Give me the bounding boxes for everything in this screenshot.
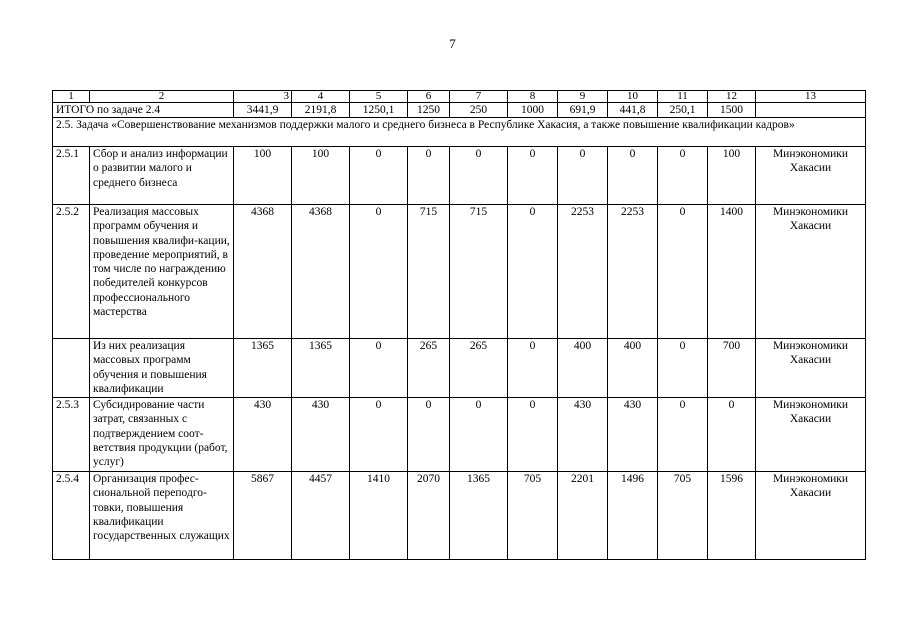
itogo-value: 691,9 [558,103,608,118]
budget-table [52,90,866,560]
row-value: 430 [234,398,292,472]
itogo-value: 1500 [708,103,756,118]
section-row [53,118,866,147]
table-row [53,205,866,339]
table-row [53,147,866,205]
itogo-value: 250 [450,103,508,118]
table-row [53,339,866,398]
column-number: 12 [708,91,756,103]
row-value: 0 [508,339,558,398]
row-value: 1496 [608,472,658,560]
row-value: 265 [408,339,450,398]
row-value: 0 [350,339,408,398]
row-value: 0 [708,398,756,472]
column-number: 10 [608,91,658,103]
column-number: 5 [350,91,408,103]
itogo-value: 250,1 [658,103,708,118]
section-title: 2.5. Задача «Совершенствование механизмов поддержки малого и среднего бизнеса в Республике Хакасия, а также повышение квалификации кадров» [53,118,866,147]
row-value: 1596 [708,472,756,560]
row-code: 2.5.4 [53,472,90,560]
row-value: 0 [508,205,558,339]
row-value: 430 [558,398,608,472]
row-value: 2201 [558,472,608,560]
itogo-org [756,103,866,118]
row-org: Минэкономики Хакасии [756,398,866,472]
row-value: 0 [508,398,558,472]
itogo-label: ИТОГО по задаче 2.4 [53,103,234,118]
page-number: 7 [449,36,456,51]
row-value: 400 [608,339,658,398]
column-number: 6 [408,91,450,103]
row-value: 430 [292,398,350,472]
column-number: 2 [90,91,234,103]
row-code: 2.5.1 [53,147,90,205]
column-number: 1 [53,91,90,103]
column-number: 13 [756,91,866,103]
row-value: 0 [408,398,450,472]
row-value: 0 [558,147,608,205]
row-name: Субсидирование части затрат, связанных с подтверждением соот-ветствия продукции (работ, услуг) [90,398,234,472]
table-row [53,472,866,560]
row-value: 2070 [408,472,450,560]
row-value: 0 [658,339,708,398]
column-number: 8 [508,91,558,103]
row-value: 700 [708,339,756,398]
row-value: 4368 [292,205,350,339]
row-value: 1365 [450,472,508,560]
itogo-value: 3441,9 [234,103,292,118]
row-value: 0 [408,147,450,205]
row-value: 100 [708,147,756,205]
row-value: 430 [608,398,658,472]
row-value: 4368 [234,205,292,339]
row-value: 400 [558,339,608,398]
row-value: 0 [658,205,708,339]
itogo-value: 441,8 [608,103,658,118]
row-org: Минэкономики Хакасии [756,205,866,339]
row-code: 2.5.3 [53,398,90,472]
row-value: 2253 [608,205,658,339]
row-value: 2253 [558,205,608,339]
column-number: 3 [234,91,292,103]
itogo-value: 2191,8 [292,103,350,118]
row-value: 0 [658,398,708,472]
row-value: 100 [234,147,292,205]
row-org: Минэкономики Хакасии [756,147,866,205]
itogo-row [53,103,866,118]
row-value: 0 [450,147,508,205]
column-number: 9 [558,91,608,103]
row-value: 0 [350,205,408,339]
row-org: Минэкономики Хакасии [756,472,866,560]
itogo-value: 1000 [508,103,558,118]
row-value: 0 [350,147,408,205]
row-value: 1365 [234,339,292,398]
row-value: 705 [508,472,558,560]
table-row [53,398,866,472]
column-number-row [53,91,866,103]
row-name: Реализация массовых программ обучения и повышения квалифи-кации, проведение мероприятий, в том числе по награждению победителей конкурсов профессионального мастерства [90,205,234,339]
row-value: 1365 [292,339,350,398]
row-value: 265 [450,339,508,398]
row-org: Минэкономики Хакасии [756,339,866,398]
row-name: Сбор и анализ информации о развитии малого и среднего бизнеса [90,147,234,205]
row-value: 5867 [234,472,292,560]
column-number: 4 [292,91,350,103]
row-value: 715 [408,205,450,339]
row-value: 100 [292,147,350,205]
itogo-value: 1250 [408,103,450,118]
row-value: 1410 [350,472,408,560]
row-value: 0 [608,147,658,205]
row-value: 0 [350,398,408,472]
row-code: 2.5.2 [53,205,90,339]
row-name: Организация профес-сиональной переподго-товки, повышения квалификации государственных служащих [90,472,234,560]
row-code [53,339,90,398]
row-value: 0 [508,147,558,205]
itogo-value: 1250,1 [350,103,408,118]
row-value: 715 [450,205,508,339]
row-value: 1400 [708,205,756,339]
column-number: 11 [658,91,708,103]
row-value: 705 [658,472,708,560]
column-number: 7 [450,91,508,103]
row-value: 4457 [292,472,350,560]
row-value: 0 [658,147,708,205]
row-value: 0 [450,398,508,472]
row-name: Из них реализация массовых программ обучения и повышения квалификации [90,339,234,398]
